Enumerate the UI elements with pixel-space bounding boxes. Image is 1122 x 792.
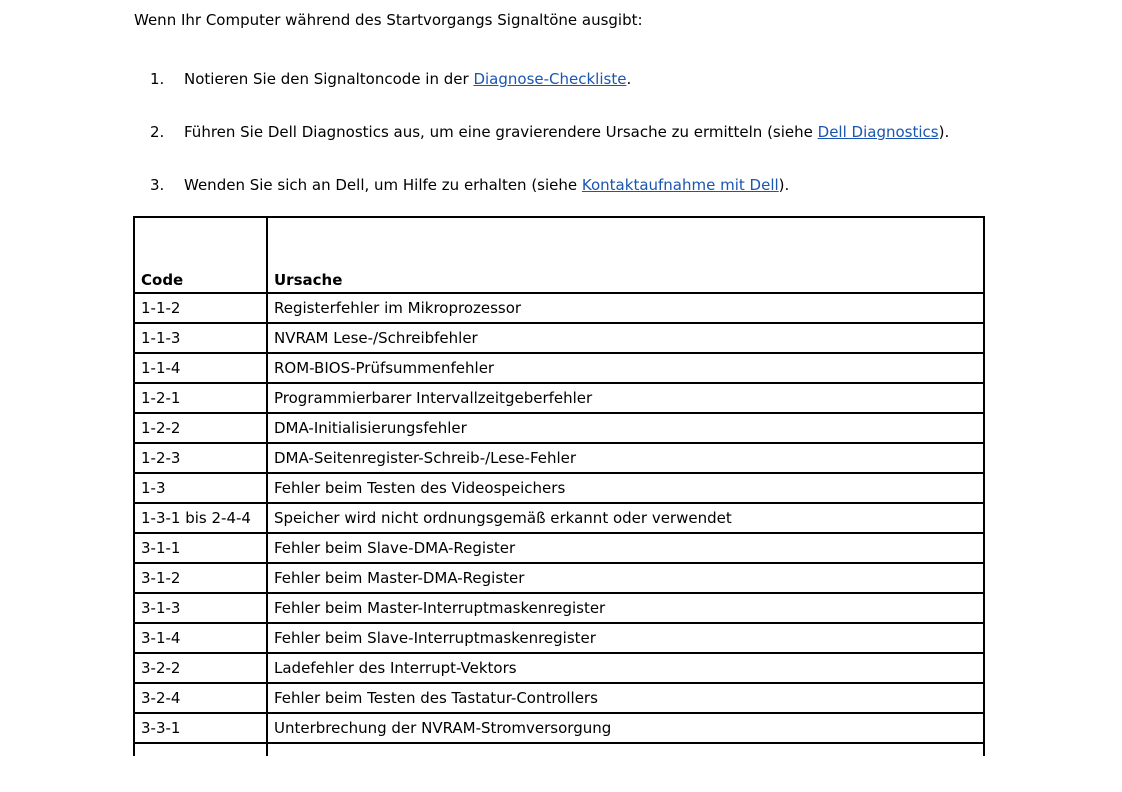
table-row bbox=[135, 594, 983, 624]
table-row bbox=[135, 444, 983, 474]
cause-cell: Fehler beim Master-Interruptmaskenregister bbox=[268, 594, 983, 624]
cause-cell: DMA-Initialisierungsfehler bbox=[268, 414, 983, 444]
code-cell: 1-2-3 bbox=[135, 444, 268, 474]
table-row bbox=[135, 474, 983, 504]
step-text: Führen Sie Dell Diagnostics aus, um eine gravierendere Ursache zu ermitteln (siehe bbox=[184, 123, 818, 141]
table-row bbox=[135, 564, 983, 594]
code-cell: 3-1-2 bbox=[135, 564, 268, 594]
cause-cell: Ladefehler des Interrupt-Vektors bbox=[268, 654, 983, 684]
code-cell: 1-2-1 bbox=[135, 384, 268, 414]
cause-cell: Fehler beim Testen des Tastatur-Controllers bbox=[268, 684, 983, 714]
cause-cell: DMA-Seitenregister-Schreib-/Lese-Fehler bbox=[268, 444, 983, 474]
code-cell: 1-1-4 bbox=[135, 354, 268, 384]
table-row bbox=[135, 714, 983, 744]
step-text: Notieren Sie den Signaltoncode in der bbox=[184, 70, 474, 88]
step-number: 1. bbox=[150, 70, 165, 88]
cause-cell: Fehler beim Slave-Interruptmaskenregister bbox=[268, 624, 983, 654]
code-cell: 1-1-2 bbox=[135, 294, 268, 324]
step-text-suffix: ). bbox=[938, 123, 950, 141]
step-text: Wenden Sie sich an Dell, um Hilfe zu erhalten (siehe bbox=[184, 176, 582, 194]
steps-list bbox=[150, 70, 949, 229]
cause-cell: Programmierbarer Intervallzeitgeberfehler bbox=[268, 384, 983, 414]
step-item bbox=[150, 123, 949, 141]
beep-code-table bbox=[133, 216, 985, 756]
table-row bbox=[135, 324, 983, 354]
step-number: 2. bbox=[150, 123, 165, 141]
intro-text: Wenn Ihr Computer während des Startvorgangs Signaltöne ausgibt: bbox=[134, 11, 643, 29]
kontaktaufnahme-link[interactable]: Kontaktaufnahme mit Dell bbox=[581, 176, 779, 194]
cause-cell: Fehler beim Slave-DMA-Register bbox=[268, 534, 983, 564]
step-number: 3. bbox=[150, 176, 165, 194]
cause-cell: Registerfehler im Mikroprozessor bbox=[268, 294, 983, 324]
step-text-suffix: . bbox=[626, 70, 632, 88]
step-item bbox=[150, 70, 949, 88]
table-row bbox=[135, 534, 983, 564]
table-header-row bbox=[135, 218, 983, 294]
table-row bbox=[135, 744, 983, 756]
cause-cell: Speicher wird nicht ordnungsgemäß erkannt oder verwendet bbox=[268, 504, 983, 534]
code-cell: 1-3 bbox=[135, 474, 268, 504]
code-cell: 1-2-2 bbox=[135, 414, 268, 444]
code-cell: 3-1-3 bbox=[135, 594, 268, 624]
cause-cell: ROM-BIOS-Prüfsummenfehler bbox=[268, 354, 983, 384]
cause-cell bbox=[268, 744, 983, 756]
step-text-suffix: ). bbox=[778, 176, 790, 194]
cause-cell: NVRAM Lese-/Schreibfehler bbox=[268, 324, 983, 354]
table-body bbox=[135, 294, 983, 756]
step-item bbox=[150, 176, 949, 194]
cause-column-header: Ursache bbox=[268, 218, 983, 294]
diagnose-checkliste-link[interactable]: Diagnose-Checkliste bbox=[473, 70, 627, 88]
code-cell: 3-1-1 bbox=[135, 534, 268, 564]
cause-cell: Fehler beim Master-DMA-Register bbox=[268, 564, 983, 594]
table-row bbox=[135, 414, 983, 444]
code-cell bbox=[135, 744, 268, 756]
table-row bbox=[135, 684, 983, 714]
table-row bbox=[135, 384, 983, 414]
cause-cell: Fehler beim Testen des Videospeichers bbox=[268, 474, 983, 504]
table-row bbox=[135, 354, 983, 384]
code-cell: 3-3-1 bbox=[135, 714, 268, 744]
table-row bbox=[135, 654, 983, 684]
cause-cell: Unterbrechung der NVRAM-Stromversorgung bbox=[268, 714, 983, 744]
table-row bbox=[135, 504, 983, 534]
code-cell: 3-2-2 bbox=[135, 654, 268, 684]
table-row bbox=[135, 294, 983, 324]
code-cell: 1-3-1 bis 2-4-4 bbox=[135, 504, 268, 534]
code-column-header: Code bbox=[135, 218, 268, 294]
dell-diagnostics-link[interactable]: Dell Diagnostics bbox=[817, 123, 939, 141]
code-cell: 1-1-3 bbox=[135, 324, 268, 354]
table-row bbox=[135, 624, 983, 654]
code-cell: 3-2-4 bbox=[135, 684, 268, 714]
beep-code-table-container bbox=[133, 216, 985, 756]
code-cell: 3-1-4 bbox=[135, 624, 268, 654]
